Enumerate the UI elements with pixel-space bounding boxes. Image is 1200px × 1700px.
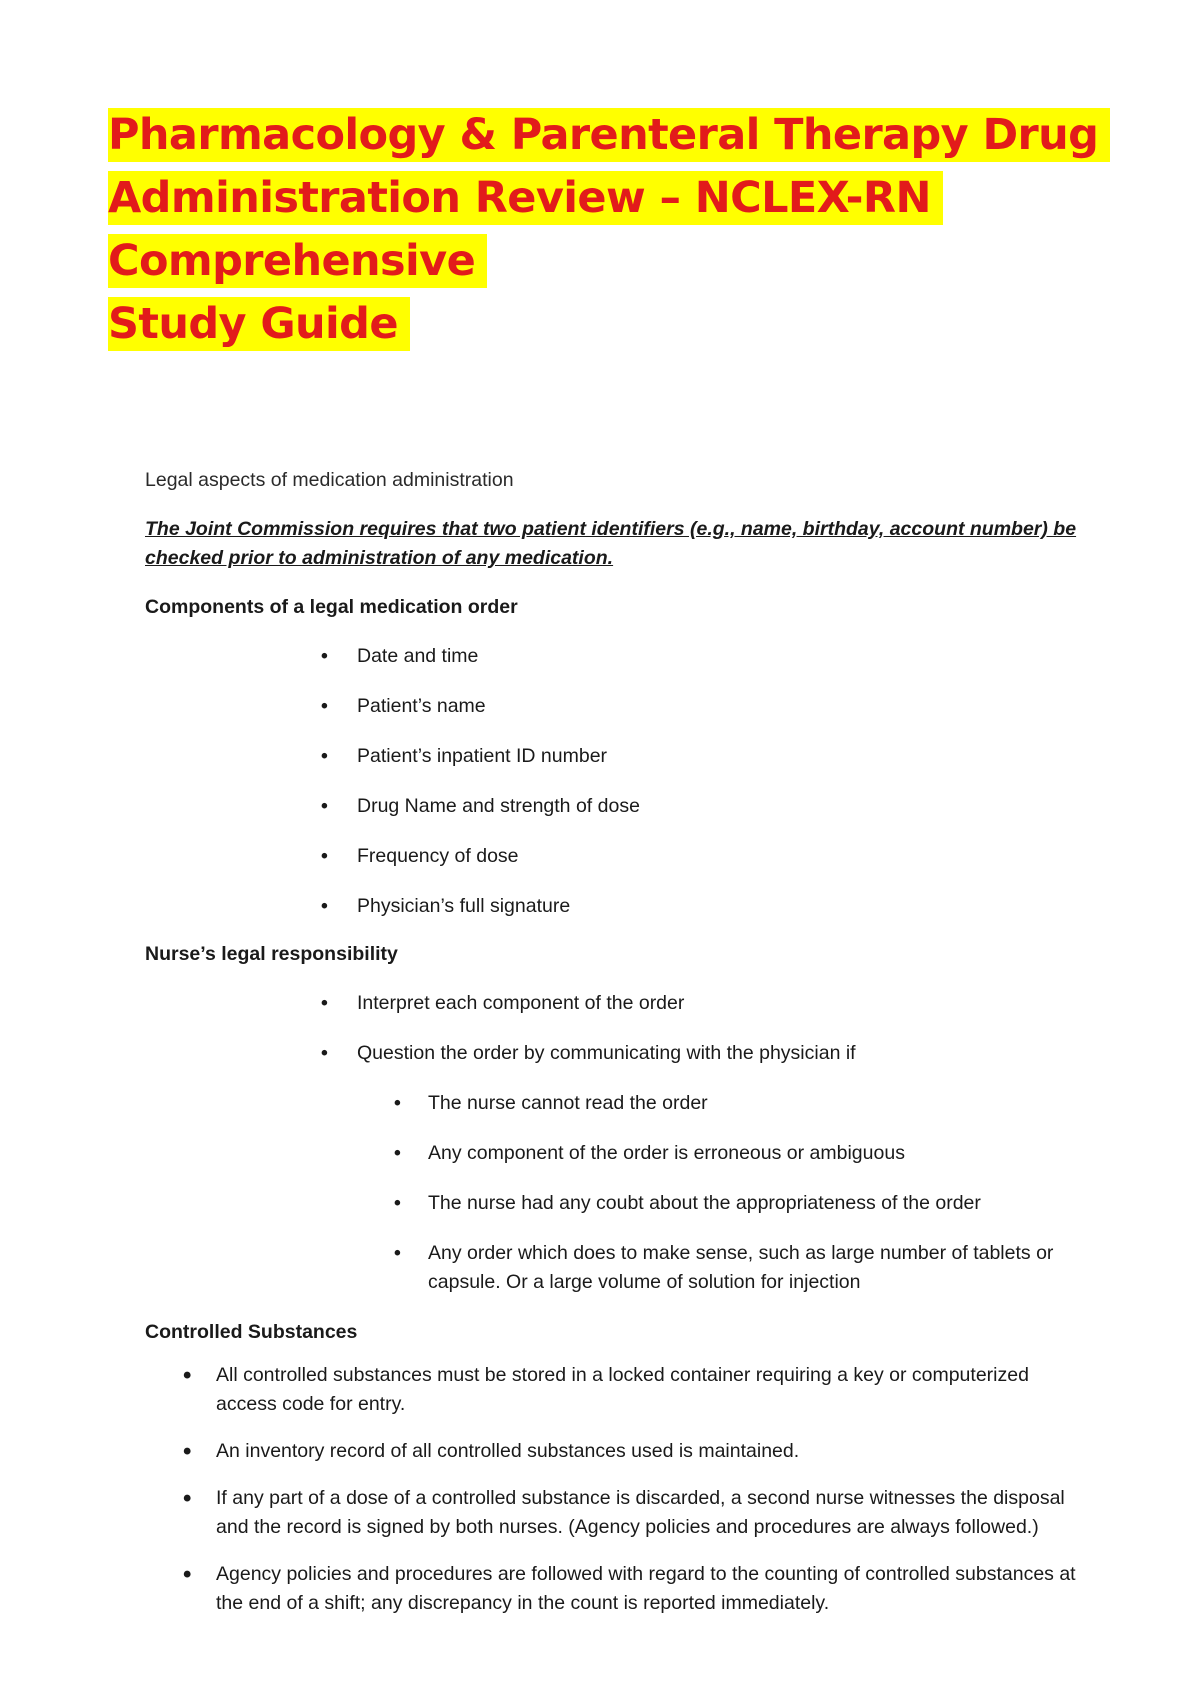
bullet-icon: •: [394, 1092, 401, 1114]
list-item: • Interpret each component of the order: [145, 989, 1085, 1018]
list-item: • Frequency of dose: [145, 842, 1085, 871]
list-item: • Agency policies and procedures are followed with regard to the counting of controlled substances at the end of a shift; any discrepancy in the count is reported immediately.: [183, 1561, 1076, 1614]
section-label: Legal aspects of medication administration: [145, 469, 514, 491]
list-item: • Date and time: [145, 642, 1085, 671]
list-item: • Any component of the order is erroneous or ambiguous: [145, 1139, 1085, 1168]
bullet-icon: •: [183, 1438, 192, 1465]
bullet-icon: •: [321, 992, 328, 1014]
bullet-icon: •: [183, 1485, 192, 1512]
question-conditions-list: [145, 1089, 1085, 1297]
title-line-3: Study Guide: [108, 297, 410, 351]
document-title: [108, 104, 1128, 356]
bullet-icon: •: [321, 645, 328, 667]
title-line-1: Pharmacology & Parenteral Therapy Drug: [108, 108, 1110, 162]
list-item: • An inventory record of all controlled substances used is maintained.: [183, 1438, 800, 1465]
list-item: • The nurse had any coubt about the appropriateness of the order: [145, 1189, 1085, 1218]
bullet-icon: •: [321, 745, 328, 767]
list-item: • Any order which does to make sense, such as large number of tablets or capsule. Or a large volume of solution for injection: [145, 1239, 1085, 1297]
bullet-icon: •: [321, 695, 328, 717]
bullet-icon: •: [183, 1362, 192, 1389]
list-item: • Question the order by communicating with the physician if: [145, 1039, 1085, 1068]
nurse-responsibility-list: [145, 989, 1085, 1068]
bullet-icon: •: [321, 895, 328, 917]
document-body: [145, 466, 1085, 1636]
bullet-icon: •: [394, 1242, 401, 1264]
list-item: • The nurse cannot read the order: [145, 1089, 1085, 1118]
components-list: [145, 642, 1085, 921]
joint-commission-note: The Joint Commission requires that two patient identifiers (e.g., name, birthday, account number) be checked prior to administration of any medication.: [145, 518, 1077, 569]
list-item: • If any part of a dose of a controlled substance is discarded, a second nurse witnesses the disposal and the record is signed by both nurses. (Agency policies and procedures are always followed.): [183, 1485, 1065, 1538]
list-item: • All controlled substances must be stored in a locked container requiring a key or computerized access code for entry.: [183, 1362, 1029, 1415]
bullet-icon: •: [394, 1142, 401, 1164]
bullet-icon: •: [394, 1192, 401, 1214]
bullet-icon: •: [183, 1561, 192, 1588]
controlled-substances-heading: Controlled Substances: [145, 1321, 358, 1343]
bullet-icon: •: [321, 845, 328, 867]
components-heading: Components of a legal medication order: [145, 596, 518, 618]
list-item: • Physician’s full signature: [145, 892, 1085, 921]
list-item: • Patient’s inpatient ID number: [145, 742, 1085, 771]
list-item: • Drug Name and strength of dose: [145, 792, 1085, 821]
title-line-2: Administration Review – NCLEX-RN Comprehensive: [108, 171, 943, 288]
bullet-icon: •: [321, 1042, 328, 1064]
controlled-substances-list: [145, 1361, 1085, 1618]
bullet-icon: •: [321, 795, 328, 817]
nurse-responsibility-heading: Nurse’s legal responsibility: [145, 943, 398, 965]
list-item: • Patient’s name: [145, 692, 1085, 721]
